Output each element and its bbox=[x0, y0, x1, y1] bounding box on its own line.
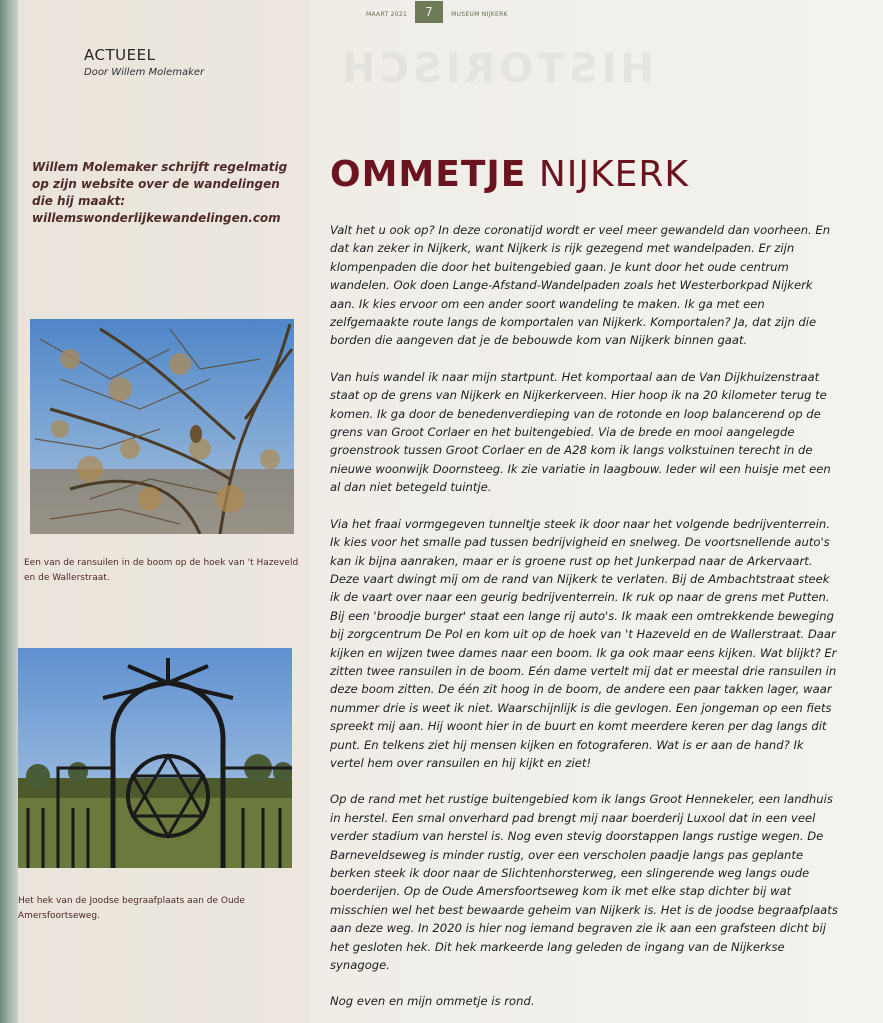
issue-date: MAART 2021 bbox=[366, 10, 408, 18]
article-title bbox=[330, 154, 800, 195]
title-regular-part: NIJKERK bbox=[538, 154, 689, 195]
paragraph: Valt het u ook op? In deze coronatijd wordt er veel meer gewandeld dan voorheen. En dat kan zeker in Nijkerk, want Nijkerk is rijk gezegend met wandelpaden. Er zijn klompenpaden die door het buitengebied gaan. Je kunt door het oude centrum wandelen. Ook doen Lange-Afstand-Wandelpaden zoals het Westerborkpad Nijkerk aan. Ik kies ervoor om een ander soort wandeling te maken. Ik ga met een zelfgemaakte route langs de komportalen van Nijkerk. Komportalen? Ja, dat zijn die borden die aangeven dat je de bebouwde kom van Nijkerk binnen gaat. bbox=[330, 223, 831, 348]
cemetery-gate-photo bbox=[18, 648, 292, 868]
title-bold-part: OMMETJE bbox=[330, 154, 527, 195]
section-label: ACTUEEL bbox=[84, 46, 156, 64]
byline: Door Willem Molemaker bbox=[84, 67, 205, 78]
author-intro: Willem Molemaker schrijft regelmatig op zijn website over de wandelingen die hij maakt: willemswonderlijkewandelingen.com bbox=[32, 160, 288, 225]
page-header bbox=[366, 4, 508, 24]
paragraph: Op de rand met het rustige buitengebied kom ik langs Groot Hennekeler, een landhuis in herstel. Een smal onverhard pad brengt mij naar boerderij Luxool dat in een veel verder stadium van herstel is. Nog even stevig doorstappen langs rustige wegen. De Barneveldseweg is minder rustig, over een verscholen paadje langs pas geplante berken steek ik door naar de Slichtenhorsterweg, een slingerende weg langs oude boerderijen. Op de Oude Amersfoortseweg kom ik met elke stap dichter bij wat misschien wel het best bewaarde geheim van Nijkerk is. Het is de joodse begraafplaats aan deze weg. In 2020 is hier nog iemand begraven zie ik aan een grafsteen dicht bij het gesloten hek. Dit hek markeerde lang geleden de ingang van de Nijkerkse synagoge. bbox=[330, 792, 838, 973]
photo-caption-owl: Een van de ransuilen in de boom op de hoek van 't Hazeveld en de Wallerstraat. bbox=[24, 558, 299, 583]
mirrored-bleed-through-decoration: HISTORISCH bbox=[338, 46, 654, 92]
photo-caption-gate: Het hek van de Joodse begraafplaats aan de Oude Amersfoortseweg. bbox=[18, 896, 245, 921]
paragraph: Nog even en mijn ommetje is rond. bbox=[330, 994, 535, 1009]
magazine-name: MUSEUM NIJKERK bbox=[451, 10, 508, 18]
owl-tree-photo bbox=[30, 319, 294, 534]
article-body bbox=[330, 221, 840, 1023]
page-number-badge: 7 bbox=[415, 1, 443, 23]
paragraph: Van huis wandel ik naar mijn startpunt. Het komportaal aan de Van Dijkhuizenstraat staat op de grens van Nijkerk en Nijkerkerveen. Hier hoop ik na 20 kilometer terug te komen. Ik ga door de benedenverdieping van de rotonde en loop balancerend op de grens van Groot Corlaer en het buitengebied. Via de brede en mooi aangelegde groenstrook tussen Groot Corlaer en de A28 kom ik langs volkstuinen terecht in de nieuwe woonwijk Doornsteeg. Ik zie variatie in laagbouw. Ieder wil een huisje met een al dan niet betegeld tuintje. bbox=[330, 369, 831, 495]
paragraph: Via het fraai vormgegeven tunneltje steek ik door naar het volgende bedrijventerrein. Ik kies voor het smalle pad tussen bedrijvigheid en snelweg. De voortsnellende auto's kan ik bijna aanraken, maar er is groene rust op het Junkerpad naar de Arkervaart. Deze vaart dwingt mij om de rand van Nijkerk te verlaten. Bij de Ambachtstraat steek ik de vaart over naar een geurig bedrijventerrein. Ik ruk op naar de grens met Putten. Bij een 'broodje burger' staat een lange rij auto's. Ik maak een omtrekkende beweging bij zorgcentrum De Pol en kom uit op de hoek van 't Hazeveld en de Wallerstraat. Daar kijken en wijzen twee dames naar een boom. Ik ga ook maar eens kijken. Wat blijkt? Er zitten twee ransuilen in de boom. Eén dame vertelt mij dat er meestal drie ransuilen in deze boom zitten. De één zit hoog in de boom, de andere een paar takken lager, waar nummer drie is weet ik niet. Waarschijnlijk is die gevlogen. Een jongeman op een fiets spreekt mij aan. Hij woont hier in de buurt en komt meerdere keren per dag langs dit punt. En telkens ziet hij mensen kijken en fotograferen. Wat is er aan de hand? Ik vertel hem over ransuilen en hij kijkt en ziet! bbox=[330, 516, 837, 770]
magazine-page bbox=[18, 0, 883, 1023]
